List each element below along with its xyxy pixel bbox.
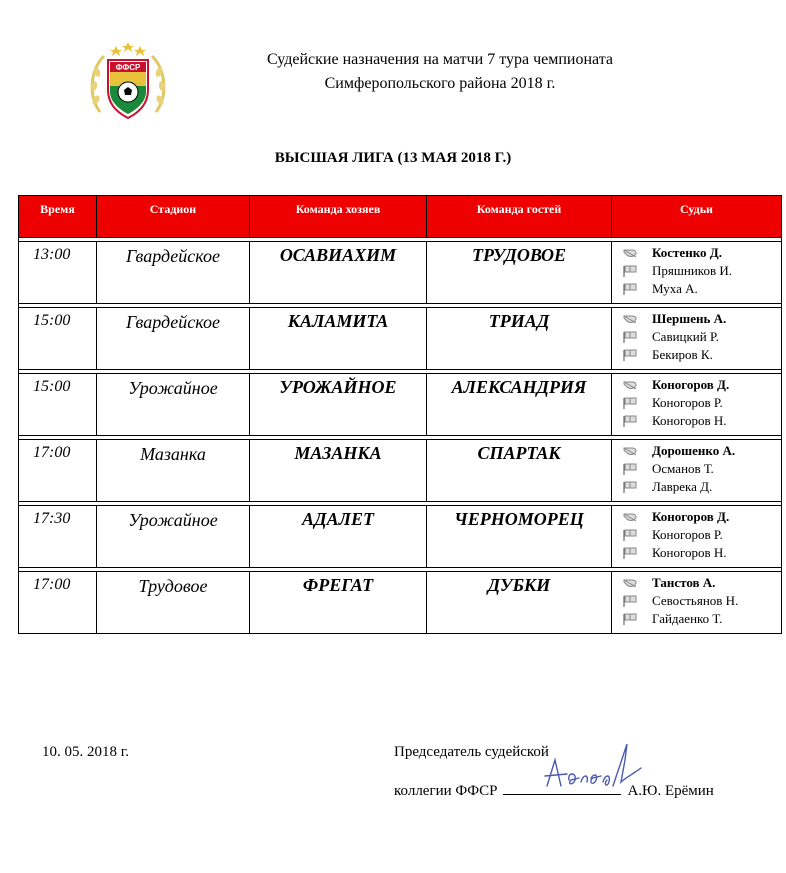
- assistant-referee: Коногоров Н.: [652, 545, 727, 560]
- home-team: ОСАВИАХИМ: [250, 242, 427, 304]
- flag-icon: [622, 283, 638, 295]
- referee-item: [622, 478, 781, 496]
- title-line-1: Судейские назначения на матчи 7 тура чемпионата: [266, 51, 614, 68]
- referee-item: [622, 328, 781, 346]
- match-time: 17:00: [19, 440, 97, 502]
- match-time: 17:30: [19, 506, 97, 568]
- table-row: [19, 374, 782, 436]
- match-time: 15:00: [19, 308, 97, 370]
- main-referee: Шершень А.: [652, 311, 727, 326]
- logo-text: ФФСР: [115, 63, 141, 72]
- match-time: 17:00: [19, 572, 97, 634]
- document-date: 10. 05. 2018 г.: [42, 744, 129, 760]
- assistant-referee: Гайдаенко Т.: [652, 611, 723, 626]
- referee-item: [622, 574, 781, 592]
- home-team: КАЛАМИТА: [250, 308, 427, 370]
- match-stadium: Трудовое: [97, 572, 250, 634]
- flag-icon: [622, 349, 638, 361]
- referees-cell: [612, 308, 782, 370]
- assistant-referee: Бекиров К.: [652, 347, 713, 362]
- main-referee: Коногоров Д.: [652, 509, 730, 524]
- main-referee: Коногоров Д.: [652, 377, 730, 392]
- signature-title: Председатель судейской: [394, 744, 549, 760]
- match-stadium: Гвардейское: [97, 242, 250, 304]
- handwritten-signature: [537, 738, 647, 800]
- flag-icon: [622, 415, 638, 427]
- assistant-referee: Османов Т.: [652, 461, 714, 476]
- referee-item: [622, 460, 781, 478]
- match-stadium: Урожайное: [97, 506, 250, 568]
- header-stadium: Стадион: [97, 196, 250, 238]
- referees-cell: [612, 242, 782, 304]
- table-header-row: [19, 196, 782, 238]
- referees-cell: [612, 440, 782, 502]
- table-row: [19, 242, 782, 304]
- assistant-referee: Пряшников И.: [652, 263, 732, 278]
- ffsr-logo: [86, 40, 170, 128]
- match-stadium: Урожайное: [97, 374, 250, 436]
- away-team: АЛЕКСАНДРИЯ: [427, 374, 612, 436]
- header-away-team: Команда гостей: [427, 196, 612, 238]
- league-title: ВЫСШАЯ ЛИГА (13 МАЯ 2018 Г.): [274, 150, 512, 166]
- table-row: [19, 572, 782, 634]
- whistle-icon: [622, 247, 638, 259]
- home-team: УРОЖАЙНОЕ: [250, 374, 427, 436]
- main-referee: Танстов А.: [652, 575, 716, 590]
- referee-item: [622, 280, 781, 298]
- flag-icon: [622, 331, 638, 343]
- referees-cell: [612, 506, 782, 568]
- away-team: ДУБКИ: [427, 572, 612, 634]
- referee-item: [622, 412, 781, 430]
- assistant-referee: Муха А.: [652, 281, 698, 296]
- header-referees: Судьи: [612, 196, 782, 238]
- referee-item: [622, 544, 781, 562]
- referee-item: [622, 376, 781, 394]
- referee-item: [622, 610, 781, 628]
- flag-icon: [622, 265, 638, 277]
- away-team: ТРИАД: [427, 308, 612, 370]
- assistant-referee: Коногоров Р.: [652, 527, 723, 542]
- away-team: СПАРТАК: [427, 440, 612, 502]
- referee-item: [622, 310, 781, 328]
- referees-cell: [612, 374, 782, 436]
- table-row: [19, 440, 782, 502]
- flag-icon: [622, 529, 638, 541]
- whistle-icon: [622, 577, 638, 589]
- flag-icon: [622, 481, 638, 493]
- flag-icon: [622, 463, 638, 475]
- header-home-team: Команда хозяев: [250, 196, 427, 238]
- flag-icon: [622, 613, 638, 625]
- flag-icon: [622, 547, 638, 559]
- main-referee: Костенко Д.: [652, 245, 722, 260]
- referees-cell: [612, 572, 782, 634]
- referee-item: [622, 346, 781, 364]
- away-team: ТРУДОВОЕ: [427, 242, 612, 304]
- table-row: [19, 506, 782, 568]
- match-time: 15:00: [19, 374, 97, 436]
- header-time: Время: [19, 196, 97, 238]
- referee-item: [622, 442, 781, 460]
- assistant-referee: Севостьянов Н.: [652, 593, 739, 608]
- whistle-icon: [622, 379, 638, 391]
- assistant-referee: Коногоров Р.: [652, 395, 723, 410]
- whistle-icon: [622, 313, 638, 325]
- flag-icon: [622, 397, 638, 409]
- signatory-name: А.Ю. Ерёмин: [627, 783, 714, 799]
- assistant-referee: Лаврека Д.: [652, 479, 713, 494]
- whistle-icon: [622, 511, 638, 523]
- main-referee: Дорошенко А.: [652, 443, 736, 458]
- assistant-referee: Коногоров Н.: [652, 413, 727, 428]
- title-line-2: Симферопольского района 2018 г.: [324, 75, 556, 92]
- referee-item: [622, 262, 781, 280]
- document-title: [180, 48, 700, 96]
- flag-icon: [622, 595, 638, 607]
- assistant-referee: Савицкий Р.: [652, 329, 719, 344]
- referee-item: [622, 508, 781, 526]
- table-row: [19, 308, 782, 370]
- whistle-icon: [622, 445, 638, 457]
- referee-item: [622, 244, 781, 262]
- match-time: 13:00: [19, 242, 97, 304]
- schedule-table: [18, 195, 782, 634]
- home-team: ФРЕГАТ: [250, 572, 427, 634]
- signature-org: коллегии ФФСР: [394, 783, 498, 799]
- referee-item: [622, 526, 781, 544]
- match-stadium: Гвардейское: [97, 308, 250, 370]
- home-team: МАЗАНКА: [250, 440, 427, 502]
- home-team: АДАЛЕТ: [250, 506, 427, 568]
- match-stadium: Мазанка: [97, 440, 250, 502]
- referee-item: [622, 394, 781, 412]
- referee-item: [622, 592, 781, 610]
- away-team: ЧЕРНОМОРЕЦ: [427, 506, 612, 568]
